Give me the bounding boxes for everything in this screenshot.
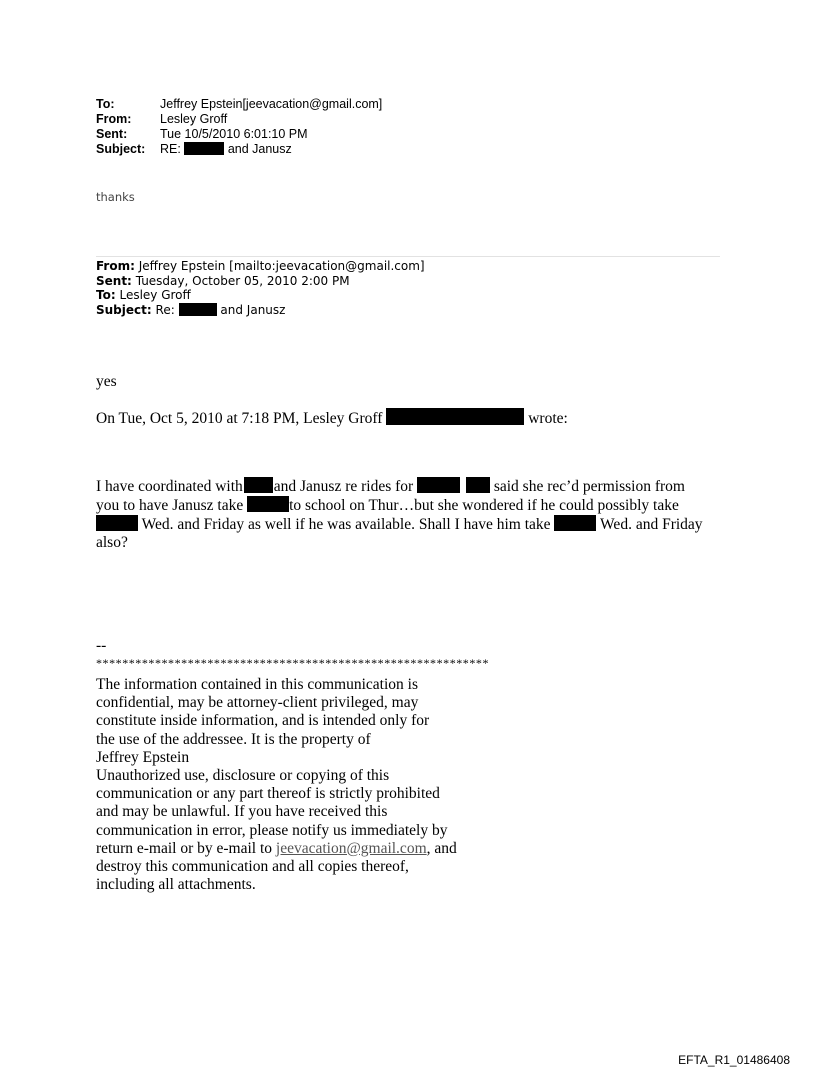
disclaimer-line: confidential, may be attorney-client privileged, may xyxy=(96,694,419,712)
attribution-suffix: wrote: xyxy=(528,410,568,427)
redaction-box xyxy=(386,408,524,425)
attribution-line xyxy=(96,408,568,428)
quoted-from-row xyxy=(96,259,425,274)
quoted-subject-label: Subject: xyxy=(96,302,152,317)
header-subject-label: Subject: xyxy=(96,142,146,156)
quoted-to-value: Lesley Groff xyxy=(119,288,191,302)
disclaimer-line: constitute inside information, and is intended only for xyxy=(96,712,430,730)
disclaimer-line: communication or any part thereof is strictly prohibited xyxy=(96,785,440,803)
redaction-box xyxy=(554,515,596,531)
disclaimer-line: Unauthorized use, disclosure or copying of this xyxy=(96,767,390,785)
body-text: Wed. and Friday xyxy=(600,516,703,533)
quoted-subject-prefix: Re: xyxy=(155,302,175,317)
attribution-prefix: On Tue, Oct 5, 2010 at 7:18 PM, Lesley Groff xyxy=(96,410,383,427)
body-line xyxy=(96,477,736,496)
disclaimer-line: destroy this communication and all copies thereof, xyxy=(96,858,409,876)
header-to-row xyxy=(96,97,382,112)
message-body xyxy=(96,477,736,552)
quoted-to-label: To: xyxy=(96,288,116,302)
quoted-from-value: Jeffrey Epstein [mailto:jeevacation@gmail.com] xyxy=(138,259,425,273)
header-sent-value: Tue 10/5/2010 6:01:10 PM xyxy=(160,127,308,141)
signature-dash: -- xyxy=(96,637,107,654)
body-text: also? xyxy=(96,534,128,551)
header-subject-suffix: and Janusz xyxy=(227,142,292,156)
body-text: to school on Thur…but she wondered if he could possibly take xyxy=(289,497,679,514)
redaction-box xyxy=(96,515,138,531)
body-text: said she rec’d permission from xyxy=(493,478,685,495)
disclaimer-line: including all attachments. xyxy=(96,876,256,894)
body-text: Wed. and Friday as well if he was available. Shall I have him take xyxy=(141,516,551,533)
disclaimer-line: communication in error, please notify us immediately by xyxy=(96,821,448,839)
body-line xyxy=(96,496,736,515)
header-sent-row xyxy=(96,127,382,142)
header-from-row xyxy=(96,112,382,127)
quoted-header xyxy=(96,259,425,317)
return-prefix: return e-mail or by e-mail to xyxy=(96,839,276,857)
redaction-box xyxy=(247,496,289,512)
quoted-sent-label: Sent: xyxy=(96,273,132,288)
quoted-subject-suffix: and Janusz xyxy=(220,302,286,317)
signature-stars: ************************************************************ xyxy=(96,656,489,670)
email-header xyxy=(96,97,382,157)
quoted-sent-value: Tuesday, October 05, 2010 2:00 PM xyxy=(135,273,350,288)
body-text: I have coordinated with xyxy=(96,478,243,495)
disclaimer-line: and may be unlawful. If you have received this xyxy=(96,803,388,821)
redaction-box xyxy=(179,303,217,316)
redaction-box xyxy=(244,477,273,493)
disclaimer-line: Jeffrey Epstein xyxy=(96,748,190,766)
quoted-reply: yes xyxy=(96,373,117,390)
quoted-sent-row xyxy=(96,274,425,289)
header-from-value: Lesley Groff xyxy=(160,112,228,126)
header-to-label: To: xyxy=(96,97,115,111)
disclaimer-line xyxy=(96,840,516,858)
disclaimer-line: the use of the addressee. It is the property of xyxy=(96,730,371,748)
header-to-value: Jeffrey Epstein[jeevacation@gmail.com] xyxy=(160,97,383,111)
confidentiality-disclaimer xyxy=(96,676,516,894)
redaction-box xyxy=(184,142,224,155)
return-suffix: , and xyxy=(426,839,457,857)
header-sent-label: Sent: xyxy=(96,127,128,141)
quoted-subject-row xyxy=(96,303,425,318)
quoted-to-row xyxy=(96,288,425,303)
reply-text: thanks xyxy=(96,190,135,204)
body-text: you to have Janusz take xyxy=(96,497,244,514)
disclaimer-line: The information contained in this communication is xyxy=(96,676,418,693)
redaction-box xyxy=(466,477,490,493)
quoted-from-label: From: xyxy=(96,259,135,273)
body-text: and Janusz re rides for xyxy=(273,478,414,495)
divider xyxy=(96,256,720,257)
body-line xyxy=(96,534,736,552)
header-subject-prefix: RE: xyxy=(160,142,181,156)
header-subject-row xyxy=(96,142,382,157)
body-line xyxy=(96,515,736,534)
document-id: EFTA_R1_01486408 xyxy=(678,1053,790,1067)
email-link[interactable]: jeevacation@gmail.com xyxy=(275,839,427,857)
redaction-box xyxy=(417,477,460,493)
header-from-label: From: xyxy=(96,112,132,126)
